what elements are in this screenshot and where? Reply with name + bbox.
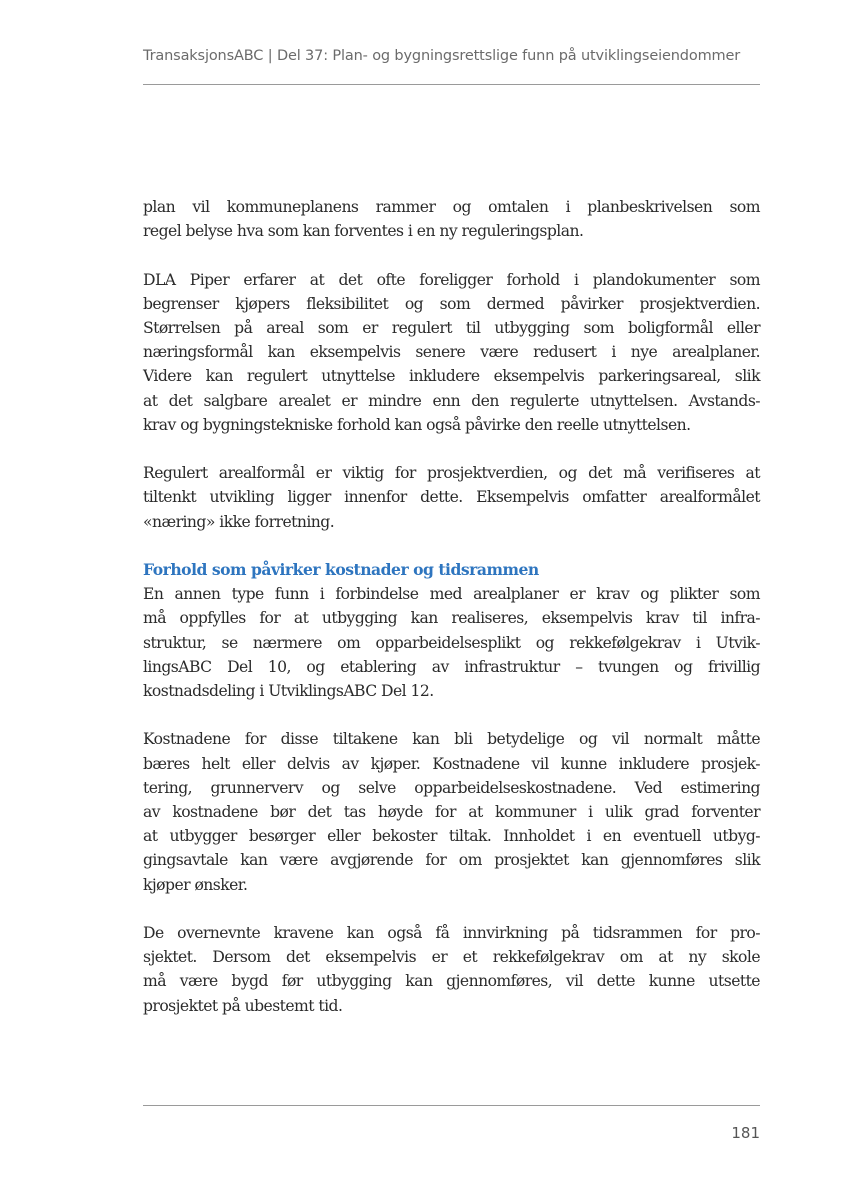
text-line: må være bygd før utbygging kan gjennomføres, vil dette kunne utsette [143,972,760,991]
paragraph [143,195,760,243]
running-header: TransaksjonsABC | Del 37: Plan- og bygningsrettslige funn på utviklingseiendommer [143,48,741,64]
text-line: Regulert arealformål er viktig for prosjektverdien, og det må verifiseres at [143,464,760,483]
text-line: De overnevnte kravene kan også få innvirkning på tidsrammen for pro- [143,924,760,943]
text-line: Størrelsen på areal som er regulert til utbygging som boligformål eller [143,319,760,337]
text-line: prosjektet på ubestemt tid. [143,996,343,1015]
text-line: av kostnadene bør det tas høyde for at kommuner i ulik grad forventer [143,803,760,822]
text-line: Kostnadene for disse tiltakene kan bli betydelige og vil normalt måtte [143,730,760,749]
text-line: må oppfylles for at utbygging kan realiseres, eksempelvis krav til infra- [143,609,760,628]
page-body [143,195,760,1042]
text-line: næringsformål kan eksempelvis senere være redusert i nye arealplaner. [143,343,760,362]
paragraph [143,921,760,1018]
text-line: plan vil kommuneplanens rammer og omtalen i planbeskrivelsen som [143,198,760,216]
section-heading: Forhold som påvirker kostnader og tidsrammen [143,560,539,579]
text-line: struktur, se nærmere om opparbeidelsesplikt og rekkefølgekrav i Utvik- [143,633,760,652]
footer-divider [143,1105,760,1106]
text-line: DLA Piper erfarer at det ofte foreligger forhold i plandokumenter som [143,270,760,289]
text-line: gingsavtale kan være avgjørende for om prosjektet kan gjennomføres slik [143,851,760,870]
paragraph [143,727,760,896]
page-number: 181 [731,1124,760,1142]
text-line: Videre kan regulert utnyttelse inkludere eksempelvis parkeringsareal, slik [143,367,760,386]
text-line: at det salgbare arealet er mindre enn den regulerte utnyttelsen. Avstands- [143,391,760,410]
header-divider [143,84,760,85]
text-line: bæres helt eller delvis av kjøper. Kostnadene vil kunne inkludere prosjek- [143,754,760,773]
text-line: at utbygger besørger eller bekoster tiltak. Innholdet i en eventuell utbyg- [143,827,760,846]
paragraph [143,461,760,534]
paragraph [143,582,760,703]
text-line: begrenser kjøpers fleksibilitet og som dermed påvirker prosjektverdien. [143,294,760,313]
text-line: regel belyse hva som kan forventes i en ny reguleringsplan. [143,222,584,241]
paragraph [143,268,760,437]
text-line: kjøper ønsker. [143,875,248,894]
text-line: «næring» ikke forretning. [143,512,335,531]
text-line: krav og bygningstekniske forhold kan også påvirke den reelle utnyttelsen. [143,415,691,434]
text-line: lingsABC Del 10, og etablering av infrastruktur – tvungen og frivillig [143,657,760,676]
text-line: sjektet. Dersom det eksempelvis er et rekkefølgekrav om at ny skole [143,948,760,967]
text-line: tering, grunnerverv og selve opparbeidelseskostnadene. Ved estimering [143,778,760,797]
text-line: kostnadsdeling i UtviklingsABC Del 12. [143,682,434,701]
text-line: tiltenkt utvikling ligger innenfor dette. Eksempelvis omfatter arealformålet [143,488,760,507]
text-line: En annen type funn i forbindelse med arealplaner er krav og plikter som [143,585,760,604]
